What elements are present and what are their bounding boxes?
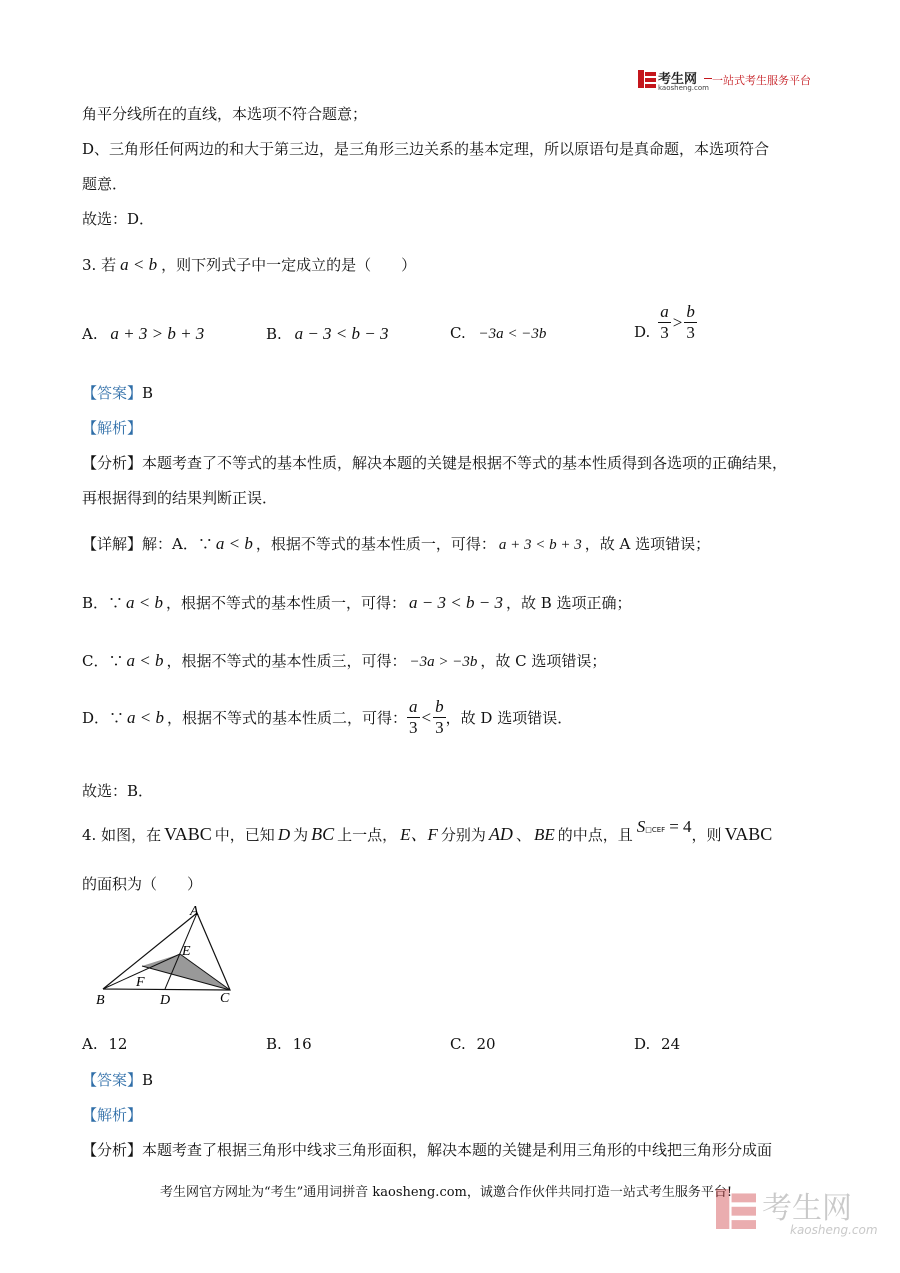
q4-stem-p6: 的中点，且 <box>557 826 633 844</box>
q4-answer <box>82 1069 153 1090</box>
option-expr: −3a < −3b <box>478 326 547 342</box>
detail-mid: ，根据不等式的基本性质一，可得： <box>255 535 496 553</box>
label-c: C <box>220 991 230 1006</box>
fraction-b-over-3: $\frac{b}{3}$ <box>686 302 695 342</box>
q4-triangle-figure <box>90 900 250 1035</box>
fraction-operator: < <box>421 707 432 727</box>
answer-value: B <box>142 1071 154 1089</box>
fenxi-tag: 【分析】 <box>82 454 143 472</box>
detail-cond: a < b <box>215 534 253 553</box>
q3-stem-prefix: 3. 若 <box>82 256 117 274</box>
q4-stem-p2: 中，已知 <box>214 826 275 844</box>
watermark-logo-icon <box>716 1189 756 1229</box>
q4-option-a[interactable] <box>82 1035 127 1053</box>
q4-segment-ad: AD <box>488 824 513 844</box>
q4-fenxi-line-1 <box>82 1139 772 1160</box>
detail-cond: a < b <box>126 651 164 670</box>
q3-detail-d <box>82 697 572 738</box>
detail-mid: ，根据不等式的基本性质三，可得： <box>166 652 407 670</box>
prev-line-1: 角平分线所在的直线，本选项不符合题意； <box>82 105 368 123</box>
option-label: C. <box>450 1035 466 1053</box>
option-label: D. <box>634 322 651 341</box>
option-label: A. <box>82 325 98 343</box>
detail-suffix: ，故 C 选项错误； <box>480 652 607 670</box>
q4-segment-be: BE <box>533 825 555 844</box>
watermark-brand: 考生网 <box>762 1191 852 1226</box>
detail-tag: 【详解】 <box>82 535 143 553</box>
detail-prefix: C．∵ <box>82 652 124 670</box>
detail-cond: a < b <box>127 707 165 727</box>
q3-option-c[interactable] <box>450 324 546 343</box>
label-b: B <box>96 993 105 1008</box>
detail-suffix: ，故 A 选项错误； <box>584 535 711 553</box>
header-dash <box>704 78 712 79</box>
watermark-domain: kaosheng.com <box>790 1223 878 1237</box>
detail-prefix: D．∵ <box>82 709 125 727</box>
detail-cond: a < b <box>126 593 164 612</box>
q4-stem-p3: 为 <box>293 826 309 844</box>
answer-tag: 【答案】 <box>82 384 143 402</box>
q3-fenxi-line-2: 再根据得到的结果判断正误． <box>82 489 278 507</box>
option-value: 24 <box>661 1035 681 1053</box>
page-footer: 考生网官方网址为“考生”通用词拼音 kaosheng.com，诚邀合作伙伴共同打造一站式考生服务平台! <box>160 1185 733 1200</box>
label-a: A <box>190 904 199 919</box>
q4-triangle-abc: VABC <box>164 824 212 844</box>
detail-mid: ，根据不等式的基本性质一，可得： <box>166 594 407 612</box>
fenxi-tag: 【分析】 <box>82 1141 143 1159</box>
detail-suffix: ，故 D 选项错误． <box>445 709 573 727</box>
area-value: = 4 <box>669 817 692 836</box>
option-label: C. <box>450 324 466 342</box>
q3-detail-c <box>82 650 606 671</box>
prev-conclusion: 故选：D． <box>82 210 155 228</box>
fraction-operator: > <box>672 312 683 332</box>
q4-analysis-tag: 【解析】 <box>82 1106 143 1124</box>
q4-area-expression <box>633 817 692 837</box>
q4-points-ef: E、F <box>400 825 438 844</box>
q4-stem-line-1 <box>82 817 773 845</box>
label-e: E <box>182 944 191 959</box>
q3-answer <box>82 382 153 403</box>
label-f: F <box>136 975 145 990</box>
q4-stem-p7: ，则 <box>691 826 722 844</box>
label-d: D <box>160 993 171 1008</box>
q3-option-a[interactable] <box>82 324 204 344</box>
option-value: 16 <box>292 1035 312 1053</box>
q3-fenxi-line-1 <box>82 452 787 473</box>
q4-option-c[interactable] <box>450 1035 496 1053</box>
q4-separator: 、 <box>515 826 531 844</box>
option-value: 12 <box>108 1035 128 1053</box>
q3-stem-suffix: ，则下列式子中一定成立的是（ ） <box>161 256 417 274</box>
detail-mid: ，根据不等式的基本性质二，可得： <box>167 709 408 727</box>
answer-tag: 【答案】 <box>82 1071 143 1089</box>
option-label: D. <box>634 1035 651 1053</box>
option-value: 20 <box>476 1035 496 1053</box>
q4-segment-bc: BC <box>311 824 335 844</box>
q3-option-b[interactable] <box>266 324 389 344</box>
q3-option-d[interactable] <box>634 302 697 343</box>
fraction-b-over-3: $\frac{b}{3}$ <box>435 697 444 737</box>
q3-stem <box>82 254 416 275</box>
q3-conclusion: 故选：B． <box>82 782 154 800</box>
area-subscript: □CEF <box>645 826 666 834</box>
q4-point-d: D <box>277 825 291 844</box>
q4-stem-line-2: 的面积为（ ） <box>82 875 203 893</box>
detail-result: −3a > −3b <box>409 654 478 670</box>
header-slogan: 一站式考生服务平台 <box>712 74 811 87</box>
detail-result: a + 3 < b + 3 <box>498 537 582 553</box>
q4-option-b[interactable] <box>266 1035 312 1053</box>
detail-prefix: B．∵ <box>82 594 124 612</box>
prev-line-2: D、三角形任何两边的和大于第三边，是三角形三边关系的基本定理，所以原语句是真命题，本选项符合 <box>82 140 770 158</box>
detail-result: a − 3 < b − 3 <box>409 593 503 612</box>
q3-stem-cond: a < b <box>120 255 158 274</box>
fraction-a-over-3: $\frac{a}{3}$ <box>660 302 669 342</box>
header-brand: 考生网 <box>658 72 698 87</box>
detail-prefix: 解：A．∵ <box>142 535 213 553</box>
area-symbol: S <box>636 817 646 836</box>
q3-analysis-tag: 【解析】 <box>82 419 143 437</box>
fenxi-text: 本题考查了根据三角形中线求三角形面积，解决本题的关键是利用三角形的中线把三角形分成面 <box>142 1141 773 1159</box>
q4-option-d[interactable] <box>634 1035 680 1053</box>
q4-stem-p1: 4. 如图，在 <box>82 826 162 844</box>
answer-value: B <box>142 384 154 402</box>
fraction-a-over-3: $\frac{a}{3}$ <box>409 697 418 737</box>
prev-line-3: 题意． <box>82 175 128 193</box>
option-expr: a + 3 > b + 3 <box>110 324 205 343</box>
q3-detail-a <box>82 533 710 554</box>
q3-detail-b <box>82 592 632 613</box>
option-expr: a − 3 < b − 3 <box>294 324 389 343</box>
option-label: B. <box>266 325 282 343</box>
q4-triangle-abc-2: VABC <box>724 824 773 844</box>
fenxi-text: 本题考查了不等式的基本性质，解决本题的关键是根据不等式的基本性质得到各选项的正确结果， <box>142 454 788 472</box>
option-label: B. <box>266 1035 282 1053</box>
detail-suffix: ，故 B 选项正确； <box>505 594 632 612</box>
option-label: A. <box>82 1035 98 1053</box>
header-domain: kaosheng.com <box>658 84 709 92</box>
q4-stem-p4: 上一点， <box>337 826 398 844</box>
kaosheng-logo-icon <box>638 70 656 88</box>
q4-stem-p5: 分别为 <box>440 826 486 844</box>
